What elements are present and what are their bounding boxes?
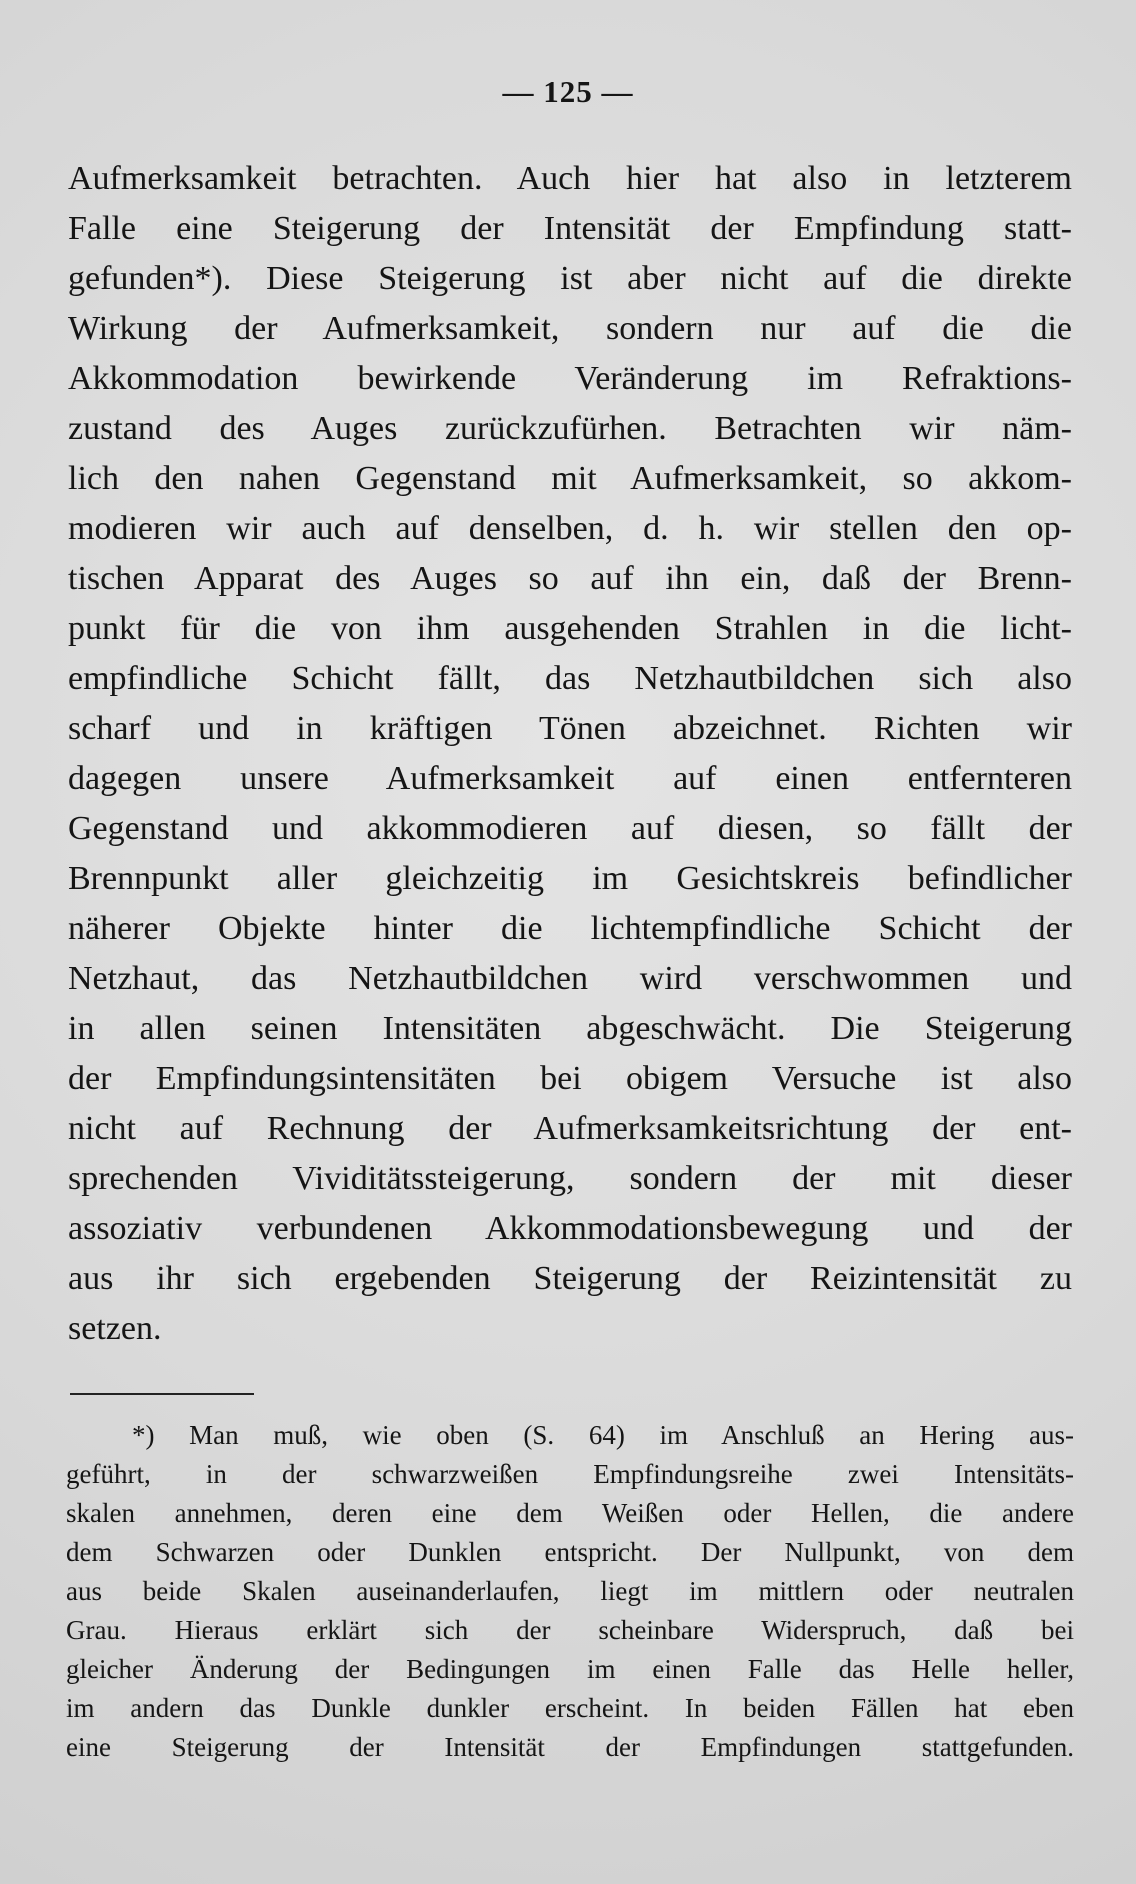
footnote-divider bbox=[70, 1393, 254, 1395]
text-line: in allen seinen Intensitäten abgeschwächt. Die Steigerung bbox=[68, 1010, 1072, 1047]
footnote-line: gleicher Änderung der Bedingungen im einen Falle das Helle heller, bbox=[66, 1654, 1074, 1684]
text-line: modieren wir auch auf denselben, d. h. wir stellen den op- bbox=[68, 510, 1072, 547]
footnote-line: Grau. Hieraus erklärt sich der scheinbare Widerspruch, daß bei bbox=[66, 1615, 1074, 1645]
text-line: Gegenstand und akkommodieren auf diesen, so fällt der bbox=[68, 810, 1072, 847]
footnote-line: skalen annehmen, deren eine dem Weißen oder Hellen, die andere bbox=[66, 1498, 1074, 1528]
text-line: setzen. bbox=[68, 1310, 162, 1347]
text-line: assoziativ verbundenen Akkommodationsbewegung und der bbox=[68, 1210, 1072, 1247]
footnote-line: im andern das Dunkle dunkler erscheint. In beiden Fällen hat eben bbox=[66, 1693, 1074, 1723]
text-line: Falle eine Steigerung der Intensität der Empfindung statt- bbox=[68, 210, 1072, 247]
text-line: sprechenden Vividitätssteigerung, sondern der mit dieser bbox=[68, 1160, 1072, 1197]
text-line: näherer Objekte hinter die lichtempfindliche Schicht der bbox=[68, 910, 1072, 947]
text-line: Wirkung der Aufmerksamkeit, sondern nur auf die die bbox=[68, 310, 1072, 347]
text-line: tischen Apparat des Auges so auf ihn ein, daß der Brenn- bbox=[68, 560, 1072, 597]
page-number-header: — 125 — bbox=[502, 74, 634, 109]
text-line: Brennpunkt aller gleichzeitig im Gesichtskreis befindlicher bbox=[68, 860, 1072, 897]
main-text-block bbox=[68, 154, 1072, 1354]
footnote-line: aus beide Skalen auseinanderlaufen, liegt im mittlern oder neutralen bbox=[66, 1576, 1074, 1606]
text-line: aus ihr sich ergebenden Steigerung der Reizintensität zu bbox=[68, 1260, 1072, 1297]
text-line: dagegen unsere Aufmerksamkeit auf einen entfernteren bbox=[68, 760, 1072, 797]
text-line: nicht auf Rechnung der Aufmerksamkeitsrichtung der ent- bbox=[68, 1110, 1072, 1147]
text-line: lich den nahen Gegenstand mit Aufmerksamkeit, so akkom- bbox=[68, 460, 1072, 497]
footnote-line: geführt, in der schwarzweißen Empfindungsreihe zwei Intensitäts- bbox=[66, 1459, 1074, 1489]
text-line: Netzhaut, das Netzhautbildchen wird verschwommen und bbox=[68, 960, 1072, 997]
text-line: scharf und in kräftigen Tönen abzeichnet. Richten wir bbox=[68, 710, 1072, 747]
footnote-block bbox=[66, 1416, 1074, 1767]
text-line: der Empfindungsintensitäten bei obigem Versuche ist also bbox=[68, 1060, 1072, 1097]
text-line: zustand des Auges zurückzufürhen. Betrachten wir näm- bbox=[68, 410, 1072, 447]
footnote-line: dem Schwarzen oder Dunklen entspricht. Der Nullpunkt, von dem bbox=[66, 1537, 1074, 1567]
footnote-line: eine Steigerung der Intensität der Empfindungen stattgefunden. bbox=[66, 1732, 1074, 1762]
text-line: empfindliche Schicht fällt, das Netzhautbildchen sich also bbox=[68, 660, 1072, 697]
text-line: gefunden*). Diese Steigerung ist aber nicht auf die direkte bbox=[68, 260, 1072, 297]
footnote-line: *) Man muß, wie oben (S. 64) im Anschluß an Hering aus- bbox=[132, 1420, 1074, 1450]
text-line: punkt für die von ihm ausgehenden Strahlen in die licht- bbox=[68, 610, 1072, 647]
text-line: Aufmerksamkeit betrachten. Auch hier hat also in letzterem bbox=[68, 160, 1072, 197]
text-line: Akkommodation bewirkende Veränderung im Refraktions- bbox=[68, 360, 1072, 397]
